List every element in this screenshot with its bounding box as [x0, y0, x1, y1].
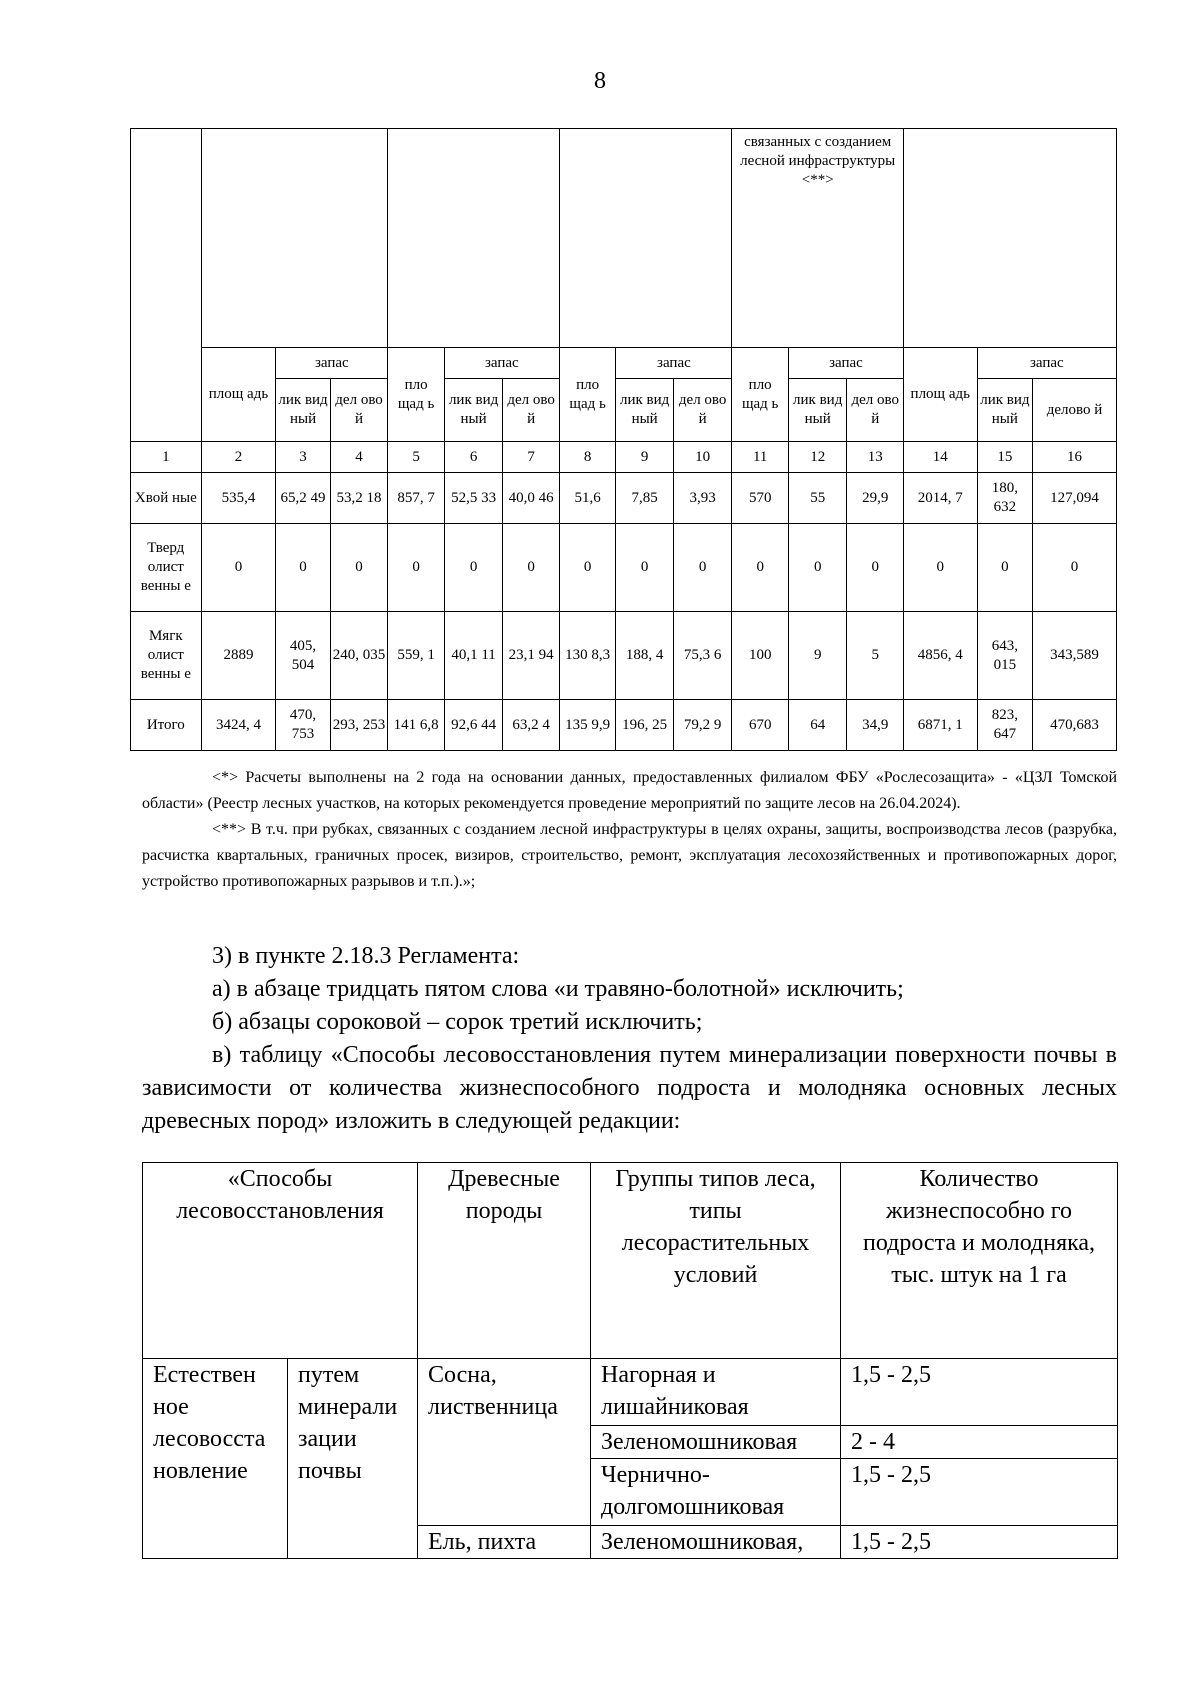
table-cell: 0: [732, 524, 789, 612]
table-cell: 0: [673, 524, 732, 612]
header-species: Древесные породы: [418, 1163, 591, 1359]
table-cell: 196, 25: [616, 700, 674, 751]
harvest-volume-table: [130, 128, 1117, 751]
column-number: 4: [330, 442, 388, 473]
liquid-header: лик вид ный: [616, 379, 674, 442]
table-cell: 0: [616, 524, 674, 612]
table-cell: 40,0 46: [503, 473, 560, 524]
group-header-cell-1: [201, 129, 388, 348]
table-cell: 188, 4: [616, 612, 674, 700]
table-cell: 470, 753: [276, 700, 330, 751]
table-cell: 0: [388, 524, 445, 612]
column-number: 9: [616, 442, 674, 473]
table-cell: 0: [903, 524, 977, 612]
table-cell: 29,9: [847, 473, 904, 524]
table-cell: 92,6 44: [444, 700, 503, 751]
table-cell: 570: [732, 473, 789, 524]
stock-header: запас: [977, 348, 1116, 379]
table-cell: 823, 647: [977, 700, 1032, 751]
column-number: 7: [503, 442, 560, 473]
column-number: 1: [131, 442, 202, 473]
table-cell: 75,3 6: [673, 612, 732, 700]
stock-header: запас: [444, 348, 559, 379]
column-number: 14: [903, 442, 977, 473]
method-mineralization-cell: путем минерали зации почвы: [288, 1359, 418, 1559]
footnotes: [142, 765, 1117, 895]
table-cell: 0: [276, 524, 330, 612]
table-cell: 0: [201, 524, 276, 612]
business-header: дел ово й: [503, 379, 560, 442]
table-cell: 9: [788, 612, 847, 700]
row-label-header-cell: [131, 129, 202, 442]
species-pine-larch: Сосна, лиственница: [418, 1359, 591, 1526]
business-header: дел ово й: [673, 379, 732, 442]
amount-cell: 1,5 - 2,5: [841, 1526, 1118, 1559]
table-row: [131, 612, 1117, 700]
table-cell: 3424, 4: [201, 700, 276, 751]
table-cell: 130 8,3: [559, 612, 616, 700]
table-row-total: [131, 700, 1117, 751]
table-row: [131, 524, 1117, 612]
amount-cell: 1,5 - 2,5: [841, 1459, 1118, 1526]
header-methods: «Способы лесовосстановления: [143, 1163, 418, 1359]
group-header-cell-2: [388, 129, 560, 348]
header-forest-types: Группы типов леса, типы лесорастительных условий: [591, 1163, 841, 1359]
forest-type-cell: Зеленомошниковая: [591, 1426, 841, 1459]
table-cell: 63,2 4: [503, 700, 560, 751]
table-cell: 0: [559, 524, 616, 612]
table-cell: 0: [788, 524, 847, 612]
liquid-header: лик вид ный: [788, 379, 847, 442]
table-cell: 0: [503, 524, 560, 612]
column-number: 12: [788, 442, 847, 473]
column-number: 6: [444, 442, 503, 473]
forest-type-cell: Нагорная и лишайниковая: [591, 1359, 841, 1426]
business-header: делово й: [1033, 379, 1117, 442]
table-cell: 52,5 33: [444, 473, 503, 524]
table-cell: 5: [847, 612, 904, 700]
liquid-header: лик вид ный: [444, 379, 503, 442]
paragraph-item-b: б) абзацы сороковой – сорок третий исключить;: [212, 1009, 703, 1035]
table-cell: 670: [732, 700, 789, 751]
stock-header: запас: [788, 348, 903, 379]
amount-cell: 1,5 - 2,5: [841, 1359, 1118, 1426]
business-header: дел ово й: [330, 379, 388, 442]
table-cell: 3,93: [673, 473, 732, 524]
table-row: [131, 473, 1117, 524]
table-cell: 535,4: [201, 473, 276, 524]
stock-header: запас: [276, 348, 388, 379]
page-number: 8: [594, 68, 606, 94]
row-label: Тверд олист венны е: [131, 524, 202, 612]
infrastructure-header: связанных с созданием лесной инфраструктуры <**>: [740, 134, 896, 188]
area-header: пло щад ь: [732, 348, 789, 442]
table-cell: 2889: [201, 612, 276, 700]
table-cell: 4856, 4: [903, 612, 977, 700]
table-cell: 135 9,9: [559, 700, 616, 751]
column-number: 13: [847, 442, 904, 473]
row-label: Итого: [131, 700, 202, 751]
column-number: 10: [673, 442, 732, 473]
footnote-2: <**> В т.ч. при рубках, связанных с созданием лесной инфраструктуры в целях охраны, защиты, воспроизводства лесов (разрубка, расчистка квартальных, граничных просек, визиров, строительство, ремонт, эксплуатация лесохозяйственных и противопожарных дорог, устройство противопожарных разрывов и т.п.).»;: [142, 821, 1117, 890]
column-number: 8: [559, 442, 616, 473]
table-cell: 79,2 9: [673, 700, 732, 751]
group-header-cell-5: [903, 129, 1116, 348]
group-header-cell-3: [559, 129, 732, 348]
column-number-row: [131, 442, 1117, 473]
column-number: 16: [1033, 442, 1117, 473]
table-cell: 470,683: [1033, 700, 1117, 751]
species-spruce-fir: Ель, пихта: [418, 1526, 591, 1559]
table-cell: 51,6: [559, 473, 616, 524]
amendment-text: [142, 940, 1117, 1138]
table-cell: 2014, 7: [903, 473, 977, 524]
column-number: 5: [388, 442, 445, 473]
area-header: площ адь: [903, 348, 977, 442]
table-cell: 0: [1033, 524, 1117, 612]
reforestation-methods-table: [142, 1162, 1118, 1559]
table-cell: 559, 1: [388, 612, 445, 700]
area-header: пло щад ь: [559, 348, 616, 442]
row-label: Хвой ные: [131, 473, 202, 524]
table-cell: 23,1 94: [503, 612, 560, 700]
table-cell: 293, 253: [330, 700, 388, 751]
table-cell: 40,1 11: [444, 612, 503, 700]
amount-cell: 2 - 4: [841, 1426, 1118, 1459]
table-cell: 643, 015: [977, 612, 1032, 700]
stock-header: запас: [616, 348, 732, 379]
paragraph-item-3: 3) в пункте 2.18.3 Регламента:: [212, 943, 520, 969]
paragraph-item-v: в) таблицу «Способы лесовосстановления путем минерализации поверхности почвы в зависимости от количества жизнеспособного подроста и молодняка основных лесных древесных пород» изложить в следующей редакции:: [142, 1042, 1117, 1134]
business-header: дел ово й: [847, 379, 904, 442]
table-cell: 0: [977, 524, 1032, 612]
table-cell: 343,589: [1033, 612, 1117, 700]
column-number: 2: [201, 442, 276, 473]
group-header-cell-4: [732, 129, 904, 348]
paragraph-item-a: а) в абзаце тридцать пятом слова «и травяно-болотной» исключить;: [212, 976, 904, 1002]
table-cell: 240, 035: [330, 612, 388, 700]
area-header: пло щад ь: [388, 348, 445, 442]
table-cell: 7,85: [616, 473, 674, 524]
column-number: 11: [732, 442, 789, 473]
table-cell: 127,094: [1033, 473, 1117, 524]
table-cell: 0: [330, 524, 388, 612]
table-cell: 0: [444, 524, 503, 612]
row-label: Мягк олист венны е: [131, 612, 202, 700]
table-cell: 100: [732, 612, 789, 700]
liquid-header: лик вид ный: [977, 379, 1032, 442]
table-cell: 0: [847, 524, 904, 612]
forest-type-cell: Зеленомошниковая,: [591, 1526, 841, 1559]
table-cell: 64: [788, 700, 847, 751]
footnote-1: <*> Расчеты выполнены на 2 года на основании данных, предоставленных филиалом ФБУ «Рослесозащита» - «ЦЗЛ Томской области» (Реестр лесных участков, на которых рекомендуется проведение мероприятий по защите лесов на 26.04.2024).: [142, 769, 1117, 812]
table-cell: 141 6,8: [388, 700, 445, 751]
table-cell: 6871, 1: [903, 700, 977, 751]
method-natural-cell: Естествен ное лесовосста новление: [143, 1359, 288, 1559]
table-cell: 405, 504: [276, 612, 330, 700]
forest-type-cell: Чернично-долгомошниковая: [591, 1459, 841, 1526]
table-cell: 857, 7: [388, 473, 445, 524]
table-cell: 34,9: [847, 700, 904, 751]
table-cell: 65,2 49: [276, 473, 330, 524]
liquid-header: лик вид ный: [276, 379, 330, 442]
column-number: 15: [977, 442, 1032, 473]
header-quantity: Количество жизнеспособно го подроста и молодняка, тыс. штук на 1 га: [841, 1163, 1118, 1359]
table-cell: 55: [788, 473, 847, 524]
table-cell: 53,2 18: [330, 473, 388, 524]
table-cell: 180, 632: [977, 473, 1032, 524]
column-number: 3: [276, 442, 330, 473]
area-header: площ адь: [201, 348, 276, 442]
